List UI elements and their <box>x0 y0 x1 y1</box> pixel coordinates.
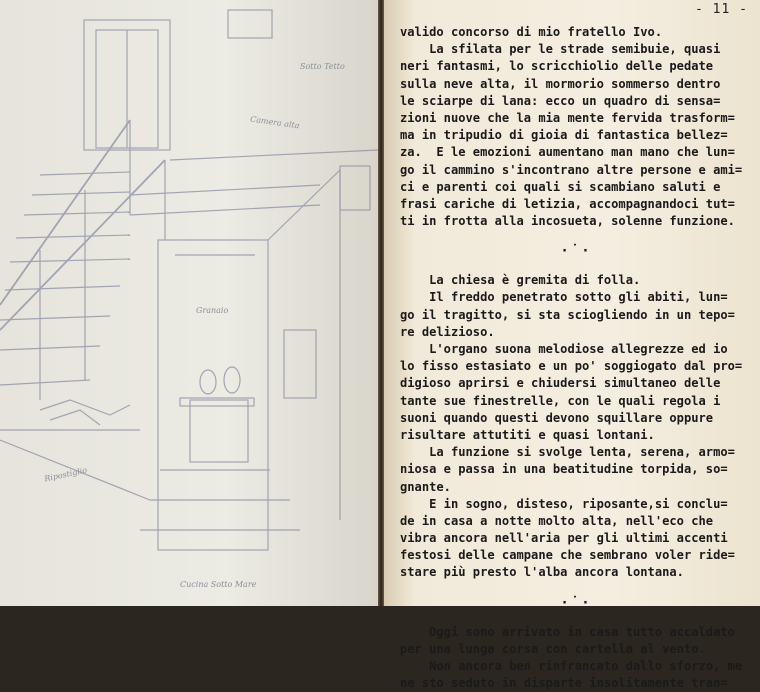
text-line: per una lunga corsa con cartella al vento. <box>400 641 706 656</box>
text-line: zioni nuove che la mia mente fervida trasform= <box>400 110 735 125</box>
pencil-sketch-staircase <box>0 0 378 606</box>
text-line: ne sto seduto in disparte insolitamente tran= <box>400 676 728 691</box>
section-separator: ·˙· <box>560 243 592 260</box>
text-line: L'organo suona melodiose allegrezze ed io <box>400 342 728 356</box>
text-line: Oggi sono arrivato in casa tutto accaldato <box>400 624 735 639</box>
text-line: ma in tripudio di gioia di fantastica bellez= <box>400 128 728 143</box>
text-line: za. E le emozioni aumentano man mano che lun= <box>400 145 735 160</box>
sketch-page <box>0 0 378 606</box>
text-line: Il freddo penetrato sotto gli abiti, lun= <box>400 290 728 305</box>
text-line: go il cammino s'incontrano altre persone e ami= <box>400 162 743 177</box>
section-separator: ·˙· <box>560 594 592 611</box>
text-line: tante sue finestrelle, con le quali regola i <box>400 393 721 408</box>
text-line: frasi cariche di letizia, accompagnandoci tut= <box>400 196 735 211</box>
text-line: go il tragitto, si sta sciogliendo in un tepo= <box>400 307 735 322</box>
typed-text-body <box>400 24 752 692</box>
sketch-label-top-right: Sotto Tetto <box>300 62 345 71</box>
text-line: le sciarpe di lana: ecco un quadro di sensa= <box>400 93 721 108</box>
text-line: festosi delle campane che sembrano voler ride= <box>400 548 735 563</box>
text-line: E in sogno, disteso, riposante,si conclu= <box>400 496 728 511</box>
text-line: La funzione si svolge lenta, serena, armo= <box>400 445 735 460</box>
sketch-label-bottom-left: Ripostiglio <box>43 465 88 484</box>
text-line: valido concorso di mio fratello Ivo. <box>400 25 663 39</box>
text-line: gnante. <box>400 479 451 494</box>
text-line: suoni quando questi devono squillare oppure <box>400 410 714 425</box>
text-line: re delizioso. <box>400 324 495 339</box>
text-line: La sfilata per le strade semibuie, quasi <box>400 42 721 57</box>
text-line: niosa e passa in una beatitudine torpida, so= <box>400 462 728 477</box>
text-line: de in casa a notte molto alta, nell'eco che <box>400 513 714 528</box>
text-line: sulla neve alta, il mormorio sommerso dentro <box>400 76 721 91</box>
sketch-label-bottom: Cucina Sotto Mare <box>180 580 257 589</box>
text-line: Non ancora ben rinfrancato dallo sforzo, me <box>400 659 743 673</box>
text-line: ci e parenti coi quali si scambiano saluti e <box>400 179 721 194</box>
typed-page <box>384 0 760 691</box>
sketch-label-mid-right: Camera alta <box>249 114 301 131</box>
text-line: risultare attutiti e quasi lontani. <box>400 427 655 442</box>
text-line: ti in frotta alla incosueta, solenne funzione. <box>400 214 735 229</box>
text-line: stare più presto l'alba ancora lontana. <box>400 565 684 580</box>
sketch-label-door: Granaio <box>196 306 229 315</box>
text-line: lo fisso estasiato e un po' soggiogato dal pro= <box>400 359 743 374</box>
text-line: vibra ancora nell'aria per gli ultimi accenti <box>400 531 728 546</box>
text-line: La chiesa è gremita di folla. <box>400 273 641 288</box>
text-line: neri fantasmi, lo scricchiolio delle pedate <box>400 59 714 74</box>
text-line: digioso aprirsi e chiudersi simultaneo delle <box>400 376 721 391</box>
page-number: - 11 - <box>695 2 748 17</box>
